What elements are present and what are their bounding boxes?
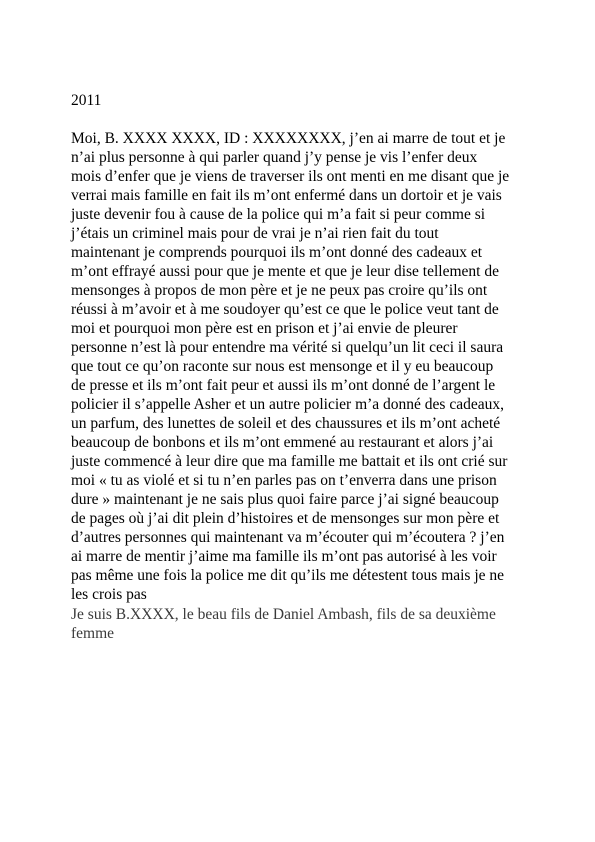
body-line: moi « tu as violé et si tu n’en parles pas on t’enverra dans une prison xyxy=(71,472,497,489)
body-line: verrai mais famille en fait ils m’ont enfermé dans un dortoir et je vais xyxy=(71,187,502,204)
body-line: m’ont effrayé aussi pour que je mente et que je leur dise tellement de xyxy=(71,263,499,280)
body-line: un parfum, des lunettes de soleil et des chaussures et ils m’ont acheté xyxy=(71,415,501,432)
body-line: moi et pourquoi mon père est en prison et j’ai envie de pleurer xyxy=(71,320,458,337)
body-line: mois d’enfer que je viens de traverser ils ont menti en me disant que je xyxy=(71,168,510,185)
body-line: beaucoup de bonbons et ils m’ont emmené au restaurant et alors j’ai xyxy=(71,434,494,451)
body-line: ai marre de mentir j’aime ma famille ils m’ont pas autorisé à les voir xyxy=(71,548,497,565)
body-line: que tout ce qu’on raconte sur nous est mensonge et il y eu beaucoup xyxy=(71,358,494,375)
document-year: 2011 xyxy=(71,92,102,109)
body-line: les crois pas xyxy=(71,586,147,603)
body-line: d’autres personnes qui maintenant va m’écouter qui m’écoutera ? j’en xyxy=(71,529,505,546)
body-line: dure » maintenant je ne sais plus quoi faire parce j’ai signé beaucoup xyxy=(71,491,499,508)
body-line: juste commencé à leur dire que ma famille me battait et ils ont crié sur xyxy=(71,453,508,470)
body-line: maintenant je comprends pourquoi ils m’ont donné des cadeaux et xyxy=(71,244,483,261)
body-line: réussi à m’avoir et à me soudoyer qu’est ce que le police veut tant de xyxy=(71,301,499,318)
body-line: n’ai plus personne à qui parler quand j’y pense je vis l’enfer deux xyxy=(71,149,478,166)
body-line: de presse et ils m’ont fait peur et aussi ils m’ont donné de l’argent le xyxy=(71,377,496,394)
body-line: de pages où j’ai dit plein d’histoires et de mensonges sur mon père et xyxy=(71,510,500,527)
body-line: mensonges à propos de mon père et je ne peux pas croire qu’ils ont xyxy=(71,282,488,299)
body-line: j’étais un criminel mais pour de vrai je n’ai rien fait du tout xyxy=(71,225,439,242)
body-line: pas même une fois la police me dit qu’ils me détestent tous mais je ne xyxy=(71,567,505,584)
body-line: juste devenir fou à cause de la police qui m’a fait si peur comme si xyxy=(71,206,486,223)
body-line: personne n’est là pour entendre ma vérité si quelqu’un lit ceci il saura xyxy=(71,339,504,356)
body-line: Moi, B. XXXX XXXX, ID : XXXXXXXX, j’en ai marre de tout et je xyxy=(71,130,506,147)
body-line: policier il s’appelle Asher et un autre policier m’a donné des cadeaux, xyxy=(71,396,504,413)
signature-line: femme xyxy=(71,625,115,642)
signature-line: Je suis B.XXXX, le beau fils de Daniel Ambash, fils de sa deuxième xyxy=(71,606,496,623)
